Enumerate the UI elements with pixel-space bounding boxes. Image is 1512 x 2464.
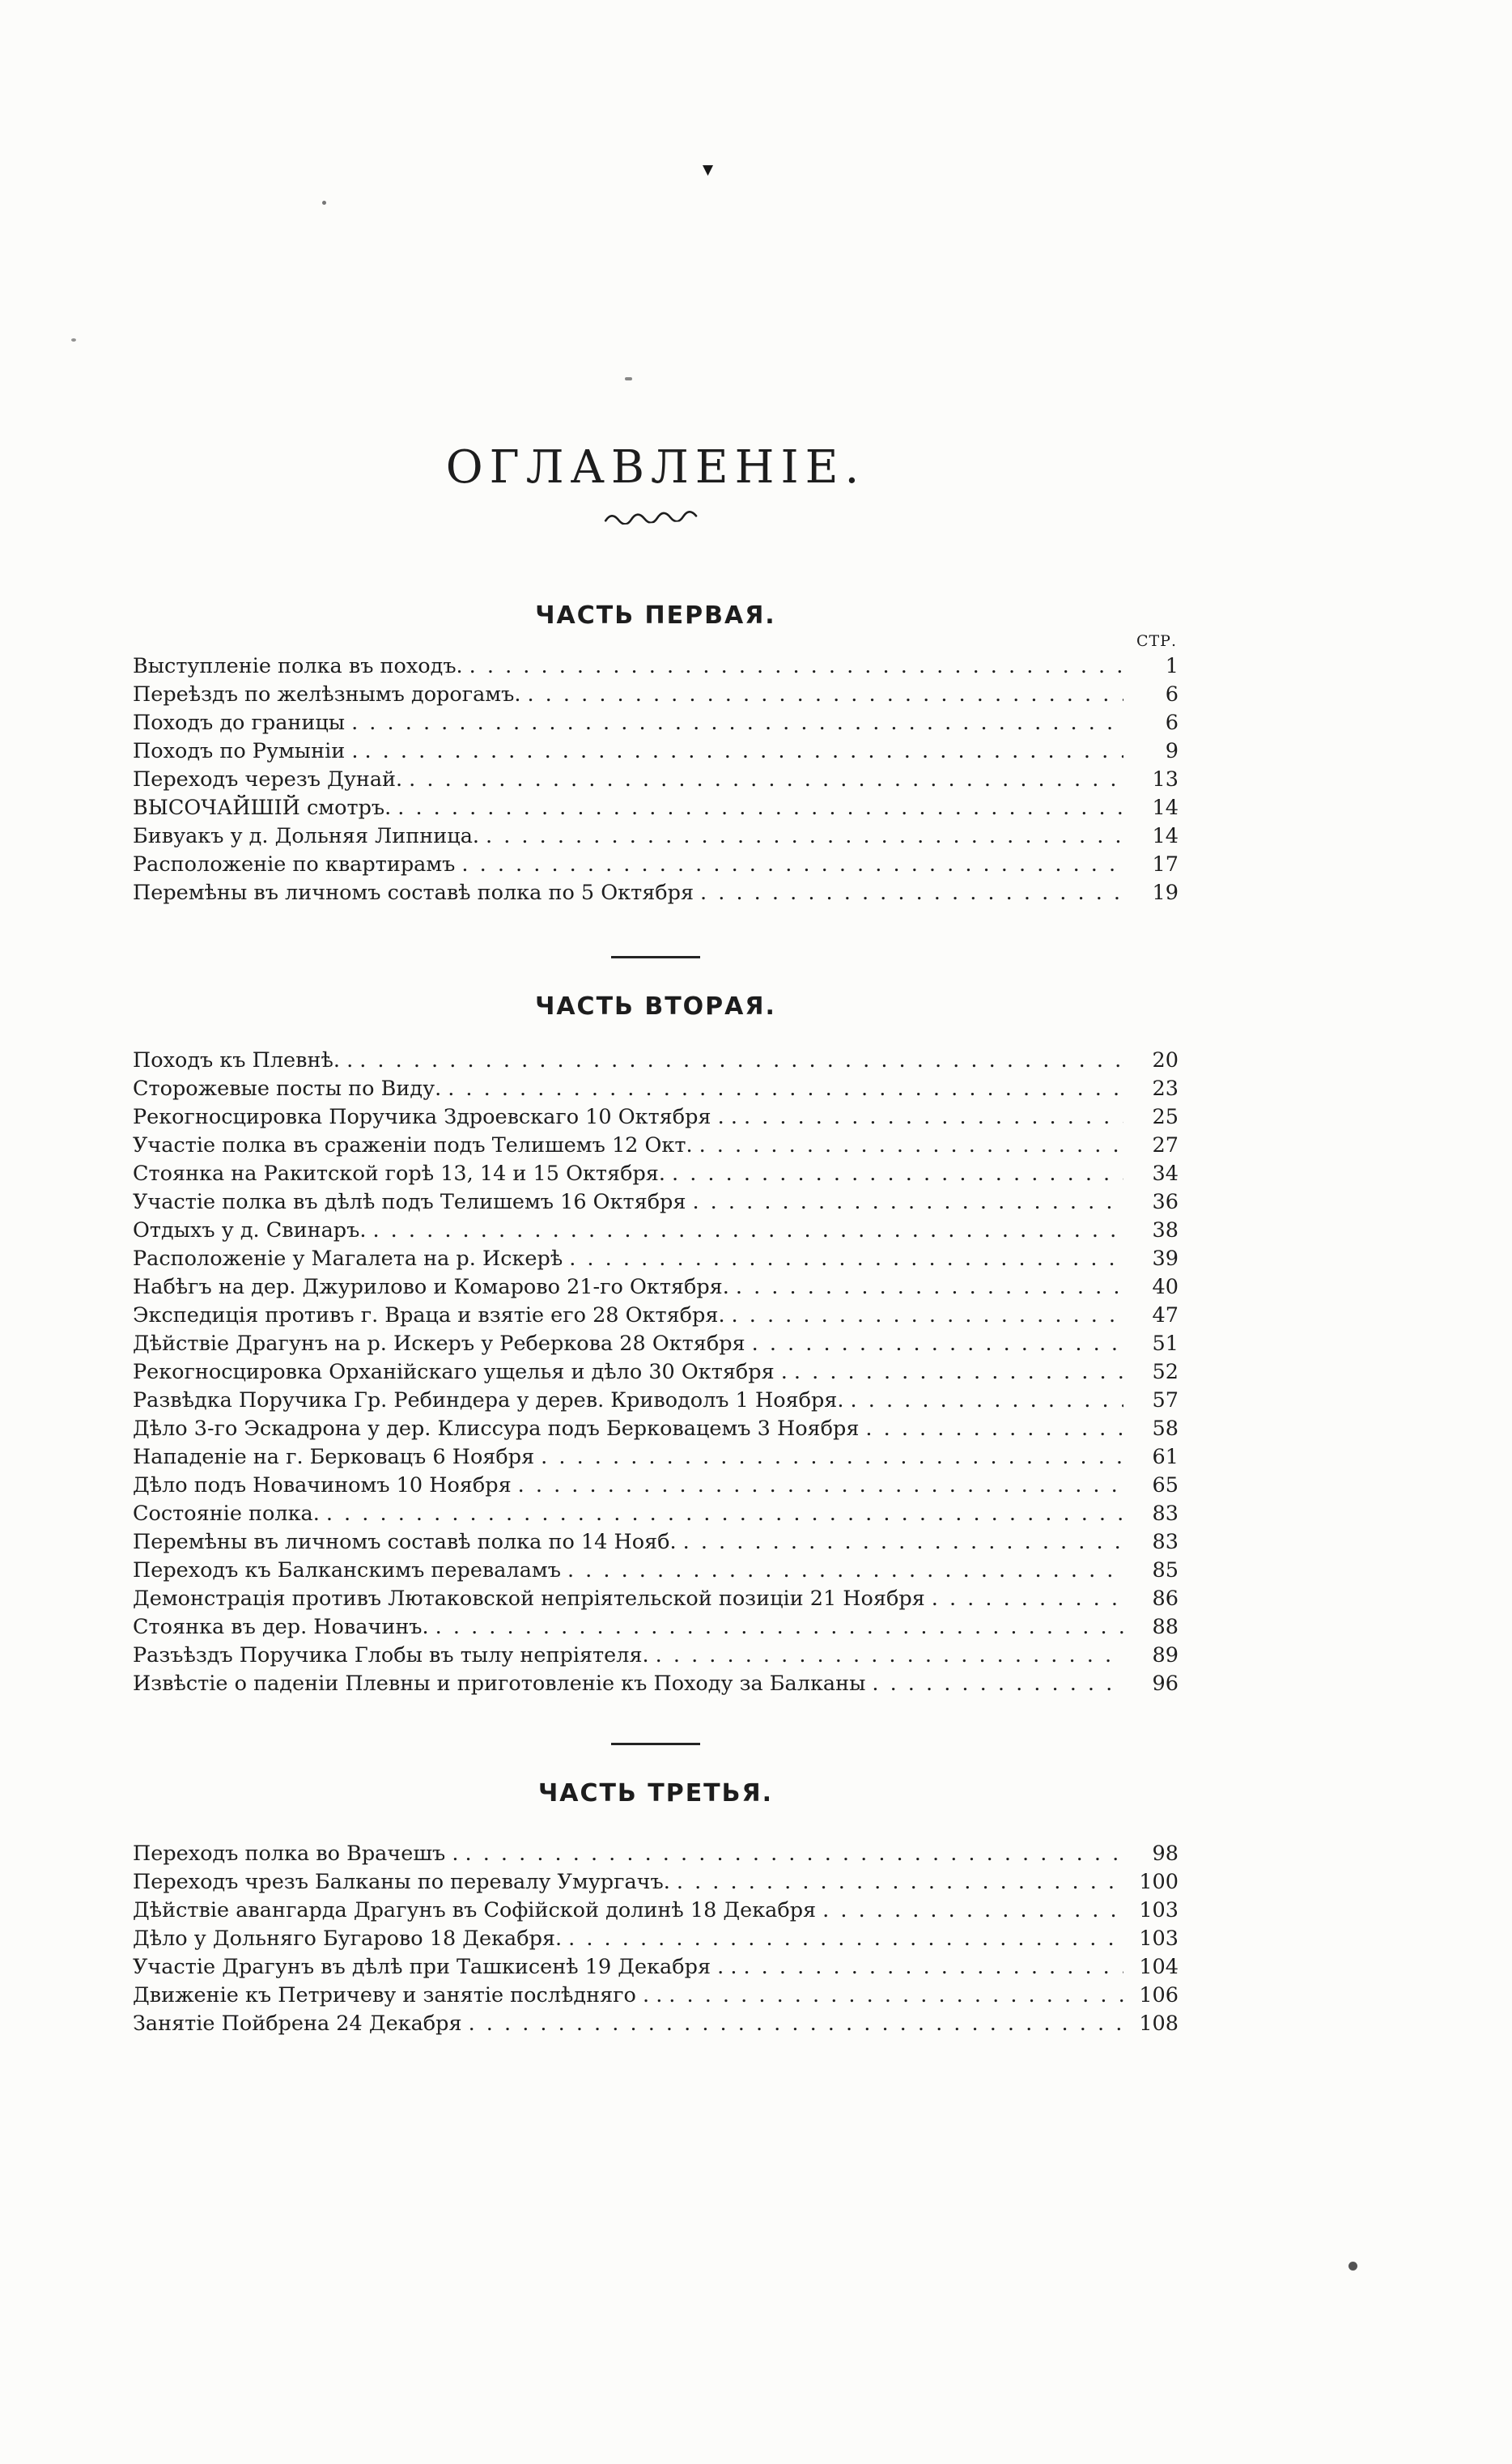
toc-entry-row bbox=[133, 1103, 1179, 1132]
entry-title: Переѣздъ по желѣзнымъ дорогамъ. bbox=[133, 682, 521, 707]
entry-title: Переходъ черезъ Дунай. bbox=[133, 767, 403, 792]
entry-page-number: 51 bbox=[1152, 1332, 1179, 1356]
entry-title: Участіе полка въ дѣлѣ подъ Телишемъ 16 Октября bbox=[133, 1190, 686, 1214]
entry-page-number: 38 bbox=[1152, 1218, 1179, 1243]
dot-leader bbox=[699, 1132, 1123, 1160]
entry-title: Переходъ чрезъ Балканы по перевалу Умургачъ. bbox=[133, 1870, 670, 1894]
entry-page-number: 6 bbox=[1165, 711, 1179, 735]
entry-page-number: 14 bbox=[1152, 796, 1179, 820]
page-title: ОГЛАВЛЕНІЕ. bbox=[445, 441, 866, 494]
entry-page-number: 27 bbox=[1152, 1133, 1179, 1158]
dot-leader bbox=[732, 1302, 1123, 1330]
toc-entry-row bbox=[133, 1358, 1179, 1387]
dot-leader bbox=[518, 1472, 1123, 1500]
dot-leader bbox=[865, 1415, 1123, 1443]
toc-entries bbox=[133, 1047, 1179, 1698]
toc-entry-row bbox=[133, 794, 1179, 822]
toc-section-part-3 bbox=[133, 1779, 1179, 2038]
part-heading: ЧАСТЬ ПЕРВАЯ. bbox=[535, 601, 776, 630]
toc-entry-row bbox=[133, 709, 1179, 737]
entry-title: Выступленіе полка въ походъ. bbox=[133, 654, 463, 678]
entry-title: Отдыхъ у д. Свинаръ. bbox=[133, 1218, 367, 1243]
dot-leader bbox=[743, 1953, 1123, 1982]
scan-speck bbox=[1348, 2262, 1357, 2271]
page-column-label: СТР. bbox=[1136, 632, 1177, 650]
entry-title: Перемѣны въ личномъ составѣ полка по 5 Октября bbox=[133, 881, 694, 905]
dot-leader bbox=[872, 1670, 1123, 1698]
dot-leader bbox=[744, 1103, 1123, 1132]
entry-title: Рекогносцировка Поручика Здроевскаго 10 Октября . . bbox=[133, 1105, 737, 1129]
entry-page-number: 9 bbox=[1165, 739, 1179, 763]
entry-page-number: 1 bbox=[1165, 654, 1179, 678]
toc-entry-row bbox=[133, 1415, 1179, 1443]
dot-leader bbox=[851, 1387, 1123, 1415]
entry-title: Рекогносцировка Орханійскаго ущелья и дѣло 30 Октября . bbox=[133, 1360, 788, 1384]
dot-leader bbox=[692, 1188, 1123, 1217]
toc-entry-row bbox=[133, 1273, 1179, 1302]
toc-entry-row bbox=[133, 1925, 1179, 1953]
dot-leader bbox=[465, 1840, 1123, 1868]
entry-page-number: 14 bbox=[1152, 824, 1179, 848]
entry-title: Дѣйствіе Драгунъ на р. Искеръ у Реберкова 28 Октября bbox=[133, 1332, 745, 1356]
toc-entry-row bbox=[133, 1302, 1179, 1330]
entry-page-number: 52 bbox=[1152, 1360, 1179, 1384]
dot-leader bbox=[461, 851, 1123, 879]
entry-page-number: 88 bbox=[1152, 1615, 1179, 1639]
dot-leader bbox=[656, 1642, 1123, 1670]
entry-page-number: 108 bbox=[1139, 2012, 1179, 2036]
dot-leader bbox=[794, 1358, 1123, 1387]
dot-leader bbox=[541, 1443, 1123, 1472]
entry-title: Разъѣздъ Поручика Глобы въ тылу непріятеля. bbox=[133, 1643, 649, 1667]
entry-page-number: 86 bbox=[1152, 1587, 1179, 1611]
toc-entry-row bbox=[133, 1075, 1179, 1103]
entry-title: Дѣло 3-го Эскадрона у дер. Клиссура подъ Берковацемъ 3 Ноября bbox=[133, 1417, 860, 1441]
entry-title: Набѣгъ на дер. Джурилово и Комарово 21-го Октября. bbox=[133, 1275, 729, 1299]
toc-entry-row bbox=[133, 879, 1179, 907]
toc-entry-row bbox=[133, 1188, 1179, 1217]
dot-leader bbox=[364, 737, 1123, 766]
entry-title: Развѣдка Поручика Гр. Ребиндера у дерев. Криводолъ 1 Ноября. bbox=[133, 1388, 844, 1413]
entry-page-number: 83 bbox=[1152, 1530, 1179, 1554]
part-heading: ЧАСТЬ ВТОРАЯ. bbox=[535, 992, 776, 1021]
entry-title: Походъ до границы bbox=[133, 711, 346, 735]
entry-page-number: 98 bbox=[1152, 1842, 1179, 1866]
entry-page-number: 36 bbox=[1152, 1190, 1179, 1214]
entry-page-number: 85 bbox=[1152, 1558, 1179, 1582]
entry-page-number: 40 bbox=[1152, 1275, 1179, 1299]
entry-title: Состояніе полка. bbox=[133, 1502, 320, 1526]
entry-title: ВЫСОЧАЙШІЙ смотръ. bbox=[133, 796, 392, 820]
dot-leader bbox=[469, 2010, 1123, 2038]
entry-title: Движеніе къ Петричеву и занятіе послѣдняго . . bbox=[133, 1983, 663, 2007]
toc-entries bbox=[133, 652, 1179, 907]
dot-leader bbox=[435, 1613, 1123, 1642]
entry-title: Демонстрація противъ Лютаковской непріятельской позиціи 21 Ноября bbox=[133, 1587, 925, 1611]
entry-page-number: 19 bbox=[1152, 881, 1179, 905]
dot-leader bbox=[527, 681, 1123, 709]
entry-page-number: 20 bbox=[1152, 1048, 1179, 1073]
dot-leader bbox=[326, 1500, 1123, 1528]
toc-entry-row bbox=[133, 1897, 1179, 1925]
entry-page-number: 13 bbox=[1152, 767, 1179, 792]
toc-entry-row bbox=[133, 1613, 1179, 1642]
toc-entry-row bbox=[133, 1868, 1179, 1897]
dot-leader bbox=[752, 1330, 1123, 1358]
dot-leader bbox=[448, 1075, 1123, 1103]
dot-leader bbox=[669, 1982, 1123, 2010]
toc-entry-row bbox=[133, 1585, 1179, 1613]
entry-page-number: 39 bbox=[1152, 1247, 1179, 1271]
toc-entry-row bbox=[133, 1840, 1179, 1868]
dot-leader bbox=[683, 1528, 1123, 1557]
entry-page-number: 104 bbox=[1139, 1955, 1179, 1979]
entry-page-number: 65 bbox=[1152, 1473, 1179, 1498]
toc-entry-row bbox=[133, 1953, 1179, 1982]
toc-section-part-1 bbox=[133, 601, 1179, 907]
toc-entry-row bbox=[133, 1642, 1179, 1670]
entry-title: Извѣстіе о паденіи Плевны и приготовленіе къ Походу за Балканы bbox=[133, 1672, 866, 1696]
dot-leader bbox=[409, 766, 1123, 794]
entry-page-number: 100 bbox=[1139, 1870, 1179, 1894]
entry-title: Участіе Драгунъ въ дѣлѣ при Ташкисенѣ 19 Декабря . . bbox=[133, 1955, 737, 1979]
entry-title: Участіе полка въ сраженіи подъ Телишемъ 12 Окт. bbox=[133, 1133, 693, 1158]
section-divider bbox=[611, 1743, 700, 1745]
dot-leader bbox=[359, 1047, 1123, 1075]
dot-leader bbox=[486, 822, 1123, 851]
entry-title: Стоянка на Ракитской горѣ 13, 14 и 15 Октября. bbox=[133, 1162, 665, 1186]
dot-leader bbox=[822, 1897, 1123, 1925]
toc-entry-row bbox=[133, 1670, 1179, 1698]
entry-page-number: 61 bbox=[1152, 1445, 1179, 1469]
entry-title: Расположеніе у Магалета на р. Искерѣ bbox=[133, 1247, 563, 1271]
toc-entries bbox=[133, 1840, 1179, 2038]
toc-entry-row bbox=[133, 1245, 1179, 1273]
printer-ornament-icon: ▼ bbox=[703, 162, 714, 178]
entry-title: Перемѣны въ личномъ составѣ полка по 14 Нояб. bbox=[133, 1530, 677, 1554]
dot-leader bbox=[672, 1160, 1123, 1188]
scan-speck bbox=[71, 338, 76, 342]
toc-entry-row bbox=[133, 1217, 1179, 1245]
toc-entry-row bbox=[133, 1557, 1179, 1585]
toc-section-part-2 bbox=[133, 992, 1179, 1698]
entry-title: Дѣло подъ Новачиномъ 10 Ноября bbox=[133, 1473, 512, 1498]
entry-page-number: 83 bbox=[1152, 1502, 1179, 1526]
toc-entry-row bbox=[133, 1528, 1179, 1557]
toc-entry-row bbox=[133, 851, 1179, 879]
entry-page-number: 17 bbox=[1152, 852, 1179, 877]
entry-title: Занятіе Пойбрена 24 Декабря bbox=[133, 2012, 462, 2036]
dot-leader bbox=[567, 1557, 1123, 1585]
squiggle-ornament-icon bbox=[133, 510, 1179, 525]
entry-page-number: 6 bbox=[1165, 682, 1179, 707]
toc-entry-row bbox=[133, 1982, 1179, 2010]
dot-leader bbox=[700, 879, 1123, 907]
toc-entry-row bbox=[133, 1472, 1179, 1500]
entry-page-number: 57 bbox=[1152, 1388, 1179, 1413]
toc-entry-row bbox=[133, 822, 1179, 851]
dot-leader bbox=[569, 1245, 1123, 1273]
toc-content bbox=[133, 0, 1179, 2038]
entry-title: Сторожевые посты по Виду. bbox=[133, 1077, 442, 1101]
entry-page-number: 25 bbox=[1152, 1105, 1179, 1129]
toc-entry-row bbox=[133, 1500, 1179, 1528]
entry-title: Нападеніе на г. Берковацъ 6 Ноября bbox=[133, 1445, 535, 1469]
entry-title: Переходъ полка во Врачешъ . bbox=[133, 1842, 459, 1866]
entry-page-number: 103 bbox=[1139, 1898, 1179, 1922]
entry-page-number: 103 bbox=[1139, 1927, 1179, 1951]
entry-page-number: 58 bbox=[1152, 1417, 1179, 1441]
entry-page-number: 96 bbox=[1152, 1672, 1179, 1696]
entry-page-number: 106 bbox=[1139, 1983, 1179, 2007]
entry-page-number: 23 bbox=[1152, 1077, 1179, 1101]
part-heading: ЧАСТЬ ТРЕТЬЯ. bbox=[537, 1779, 774, 1808]
toc-entry-row bbox=[133, 1443, 1179, 1472]
entry-title: Походъ по Румыніи . bbox=[133, 739, 359, 763]
toc-entry-row bbox=[133, 1330, 1179, 1358]
entry-title: Экспедиція противъ г. Враца и взятіе его 28 Октября. bbox=[133, 1303, 725, 1328]
entry-title: Стоянка въ дер. Новачинъ. bbox=[133, 1615, 429, 1639]
toc-entry-row bbox=[133, 1387, 1179, 1415]
entry-page-number: 47 bbox=[1152, 1303, 1179, 1328]
section-divider bbox=[611, 956, 700, 958]
toc-entry-row bbox=[133, 1160, 1179, 1188]
dot-leader bbox=[469, 652, 1123, 681]
entry-page-number: 89 bbox=[1152, 1643, 1179, 1667]
dot-leader bbox=[397, 794, 1123, 822]
entry-title: Бивуакъ у д. Дольняя Липница. bbox=[133, 824, 479, 848]
entry-title: Расположеніе по квартирамъ bbox=[133, 852, 456, 877]
toc-entry-row bbox=[133, 737, 1179, 766]
entry-title: Походъ къ Плевнѣ. . bbox=[133, 1048, 354, 1073]
toc-entry-row bbox=[133, 1132, 1179, 1160]
dot-leader bbox=[568, 1925, 1123, 1953]
toc-entry-row bbox=[133, 1047, 1179, 1075]
toc-entry-row bbox=[133, 766, 1179, 794]
entry-page-number: 34 bbox=[1152, 1162, 1179, 1186]
toc-entry-row bbox=[133, 681, 1179, 709]
entry-title: Переходъ къ Балканскимъ переваламъ bbox=[133, 1558, 561, 1582]
dot-leader bbox=[677, 1868, 1123, 1897]
toc-entry-row bbox=[133, 652, 1179, 681]
dot-leader bbox=[372, 1217, 1123, 1245]
entry-title: Дѣло у Дольняго Бугарово 18 Декабря. bbox=[133, 1927, 563, 1951]
entry-title: Дѣйствіе авангарда Драгунъ въ Софійской долинѣ 18 Декабря bbox=[133, 1898, 817, 1922]
toc-entry-row bbox=[133, 2010, 1179, 2038]
dot-leader bbox=[351, 709, 1123, 737]
dot-leader bbox=[736, 1273, 1123, 1302]
dot-leader bbox=[932, 1585, 1123, 1613]
